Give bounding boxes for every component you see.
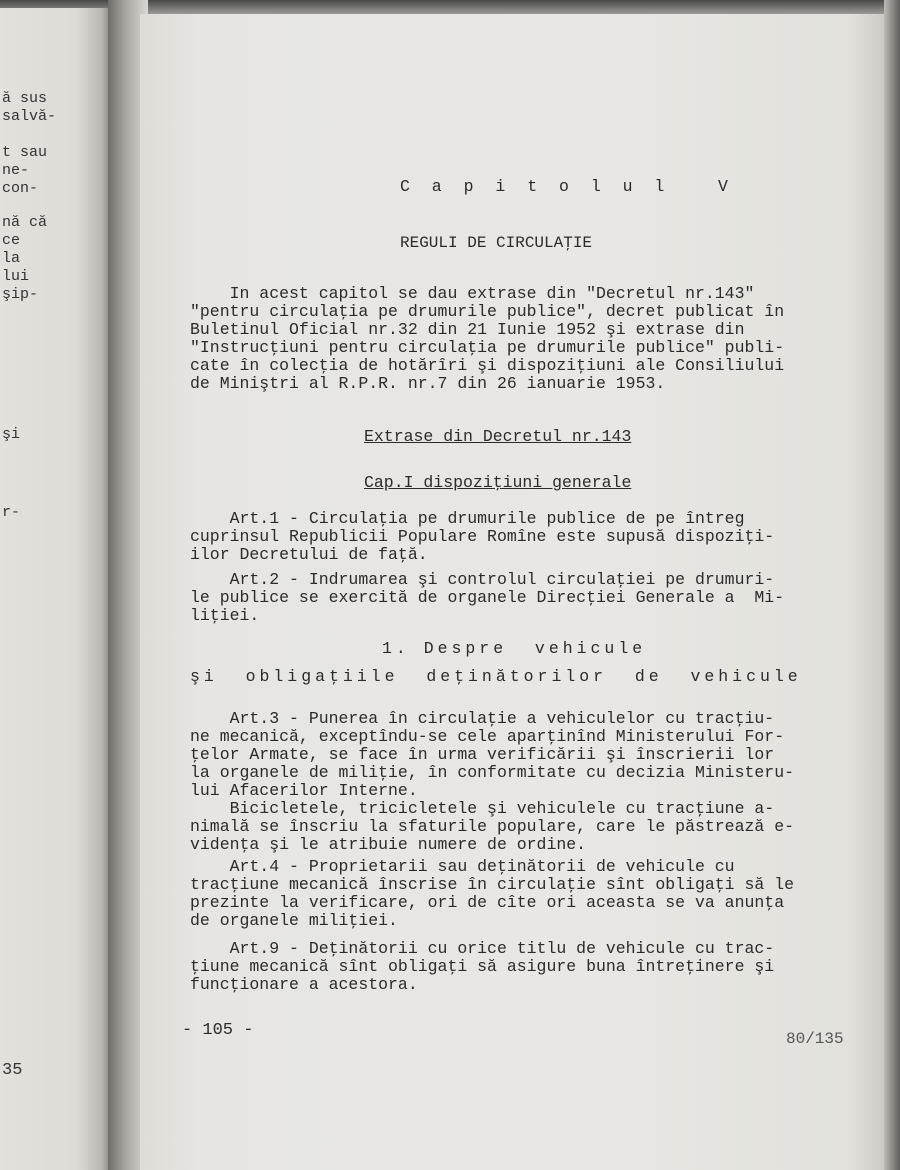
article-4: Art.4 - Proprietarii sau deţinătorii de vehicule cu tracţiune mecanică înscrise în circulaţie sînt obligaţi să le prezinte la verificare, ori de cîte ori aceasta se va anunţa de organele miliţiei. — [190, 857, 794, 930]
bicycles-paragraph: Bicicletele, tricicletele şi vehiculele cu tracţiune a- nimală se înscriu la sfaturile populare, care le păstrează e- videnţa şi le atribuie numere de ordine. — [190, 799, 794, 854]
article-2: Art.2 - Indrumarea şi controlul circulaţiei pe drumuri- le publice se exercită de organele Direcţiei Generale a Mi- liţiei. — [190, 570, 785, 625]
vehicles-heading-line-2: şi obligaţiile deţinătorilor de vehicule — [190, 667, 802, 686]
cap-heading: Cap.I dispoziţiuni generale — [364, 473, 632, 492]
left-line-2: salvă- — [2, 108, 57, 125]
left-line-8: nă că — [2, 214, 48, 231]
right-edge-shadow — [884, 0, 900, 1170]
section-heading: Extrase din Decretul nr.143 — [364, 427, 632, 446]
archive-number: 80/135 — [786, 1030, 844, 1048]
article-9: Art.9 - Deţinătorii cu orice titlu de vehicule cu trac- ţiune mecanică sînt obligaţi să asigure buna întreţinere şi funcţionare a acestora. — [190, 939, 775, 994]
chapter-heading: C a p i t o l u l V — [400, 177, 734, 196]
left-page — [0, 8, 110, 1170]
article-1: Art.1 - Circulaţia pe drumurile publice de pe întreg cuprinsul Republicii Populare Romîne este supusă dispoziţi- ilor Decretului de faţă. — [190, 509, 775, 564]
article-3: Art.3 - Punerea în circulaţie a vehiculelor cu tracţiu- ne mecanică, exceptîndu-se cele aparţinînd Ministerului For- ţelor Armate, se face în urma verificării şi înscrierii lor la organele de miliţie, în conformitate cu decizia Ministeru- lui Afacerilor Interne. — [190, 709, 794, 800]
page-number: - 105 - — [182, 1021, 254, 1040]
left-line-20: şi — [2, 426, 21, 443]
left-line-5: ne- — [2, 162, 30, 179]
left-line-10: la — [2, 250, 21, 267]
chapter-title: REGULI DE CIRCULAŢIE — [400, 234, 593, 252]
left-line-1: ă sus — [2, 90, 48, 107]
left-line-4: t sau — [2, 144, 48, 161]
left-line-11: lui — [2, 268, 30, 285]
left-line-9: ce — [2, 232, 21, 249]
vehicles-heading-line-1: 1. Despre vehicule — [382, 639, 647, 658]
left-page-number-fragment: 35 — [2, 1061, 23, 1080]
left-line-12: şip- — [2, 286, 39, 303]
left-line-25: r- — [2, 504, 21, 521]
left-line-6: con- — [2, 180, 39, 197]
intro-paragraph: In acest capitol se dau extrase din "Decretul nr.143" "pentru circulaţia pe drumurile publice", decret publicat în Buletinul Oficial nr.32 din 21 Iunie 1952 şi extrase din "Instrucţiuni pentru circulaţia pe drumurile publice" publi- cate în colecţia de hotărîri şi dispoziţiuni ale Consiliului de Miniştri al R.P.R. nr.7 din 26 ianuarie 1953. — [190, 284, 785, 393]
